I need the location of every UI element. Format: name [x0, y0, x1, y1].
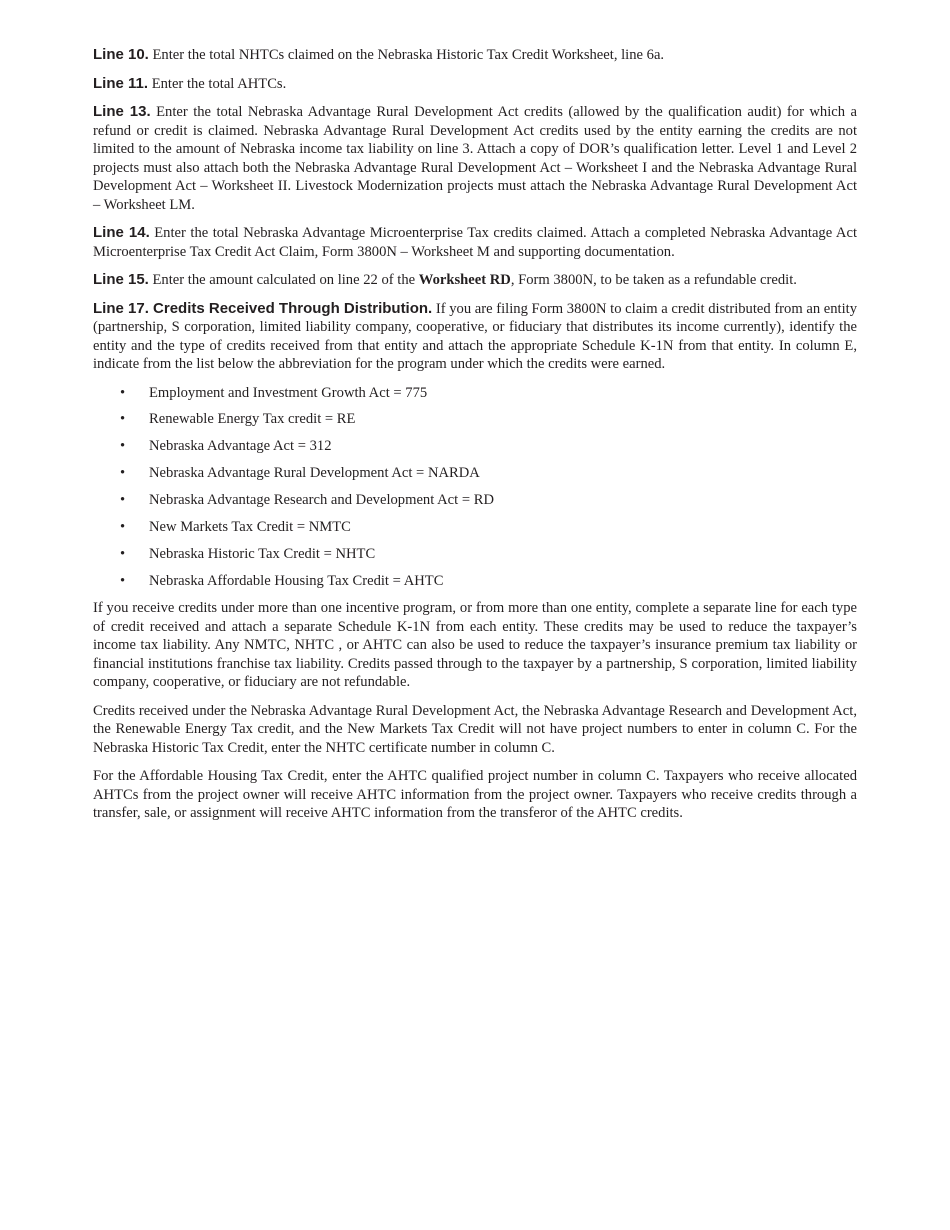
list-item	[93, 384, 857, 403]
program-entry: Renewable Energy Tax credit = RE	[149, 411, 356, 428]
list-item	[93, 572, 857, 591]
line-13-label: Line 13.	[93, 103, 151, 120]
bullet: •	[120, 384, 126, 401]
program-entry: Employment and Investment Growth Act = 775	[149, 384, 428, 401]
line-14-text: Enter the total Nebraska Advantage Microenterprise Tax credits claimed. Attach a completed Nebraska Advantage Act Microenterprise Tax Credit Act Claim, Form 3800N – Worksheet M and supporting documentation.	[93, 225, 857, 260]
line-11-text: Enter the total AHTCs.	[151, 75, 287, 92]
program-entry: Nebraska Historic Tax Credit = NHTC	[149, 545, 376, 562]
bullet: •	[120, 492, 126, 509]
list-item	[93, 437, 857, 456]
line-13-text: Enter the total Nebraska Advantage Rural Development Act credits (allowed by the qualification audit) for which a refund or credit is claimed. Nebraska Advantage Rural Development Act credits used by the entity earning the credits are not limited to the amount of Nebraska income tax liability on line 3. Attach a copy of DOR’s qualification letter. Level 1 and Level 2 projects must also attach both the Nebraska Advantage Rural Development Act – Worksheet I and the Nebraska Advantage Rural Development Act – Worksheet II. Livestock Modernization projects must attach the Nebraska Advantage Rural Development Act – Worksheet LM.	[93, 104, 857, 213]
ahtc-paragraph: For the Affordable Housing Tax Credit, enter the AHTC qualified project number in column C. Taxpayers who receive allocated AHTCs from the project owner will receive AHTC information from the project owner. Taxpayers who receive credits through a transfer, sale, or assignment will receive AHTC information from the transferor of the AHTC credits.	[93, 768, 857, 822]
line-14-paragraph	[93, 224, 857, 261]
bullet: •	[120, 572, 126, 589]
program-abbreviation-list	[93, 384, 857, 591]
bullet: •	[120, 518, 126, 535]
line-10-text: Enter the total NHTCs claimed on the Nebraska Historic Tax Credit Worksheet, line 6a.	[152, 47, 665, 63]
line-15-worksheet-name: Worksheet RD	[418, 272, 511, 288]
line-10-label: Line 10.	[93, 46, 149, 63]
line-17-label: Line 17. Credits Received Through Distribution.	[93, 299, 433, 317]
line-11-label: Line 11.	[93, 74, 149, 92]
bullet: •	[120, 438, 126, 455]
list-item	[93, 518, 857, 537]
bullet: •	[120, 465, 126, 482]
list-item	[93, 545, 857, 564]
line-15-text-after: , Form 3800N, to be taken as a refundable credit.	[510, 272, 797, 288]
multiple-programs-paragraph: If you receive credits under more than one incentive program, or from more than one entity, complete a separate line for each type of credit received and attach a separate Schedule K-1N from each entity. These credits may be used to reduce the taxpayer’s income tax liability. Any NMTC, NHTC , or AHTC can also be used to reduce the taxpayer’s insurance premium tax liability or financial institutions franchise tax liability. Credits passed through to the taxpayer by a partnership, S corporation, limited liability company, cooperative, or fiduciary are not refundable.	[93, 600, 857, 691]
line-11-paragraph	[93, 75, 857, 94]
line-14-label: Line 14.	[93, 224, 150, 241]
line-17-text: If you are filing Form 3800N to claim a credit distributed from an entity (partnership, S corporation, limited liability company, cooperative, or fiduciary that distributes its income currently), identify the entity and the type of credits received from that entity and attach the appropriate Schedule K-1N from that entity. In column E, indicate from the list below the abbreviation for the program under which the credits were earned.	[93, 300, 858, 372]
list-item	[93, 410, 857, 429]
program-entry: New Markets Tax Credit = NMTC	[149, 518, 351, 535]
program-entry: Nebraska Advantage Rural Development Act = NARDA	[149, 465, 480, 482]
list-item	[93, 491, 857, 510]
line-15-text-before: Enter the amount calculated on line 22 of the	[152, 272, 416, 288]
instructions-page	[93, 46, 857, 833]
program-entry: Nebraska Advantage Research and Development Act = RD	[149, 492, 494, 509]
bullet: •	[120, 411, 126, 428]
program-entry: Nebraska Affordable Housing Tax Credit = AHTC	[149, 572, 444, 589]
line-17-paragraph	[93, 300, 857, 374]
line-10-paragraph	[93, 46, 857, 65]
program-entry: Nebraska Advantage Act = 312	[149, 438, 332, 455]
line-13-paragraph	[93, 103, 857, 214]
list-item	[93, 464, 857, 483]
bullet: •	[120, 545, 126, 562]
line-15-label: Line 15.	[93, 271, 149, 288]
line-15-paragraph	[93, 271, 857, 290]
project-numbers-paragraph: Credits received under the Nebraska Advantage Rural Development Act, the Nebraska Advantage Research and Development Act, the Renewable Energy Tax credit, and the New Markets Tax Credit will not have project numbers to enter in column C. For the Nebraska Historic Tax Credit, enter the NHTC certificate number in column C.	[93, 702, 857, 756]
